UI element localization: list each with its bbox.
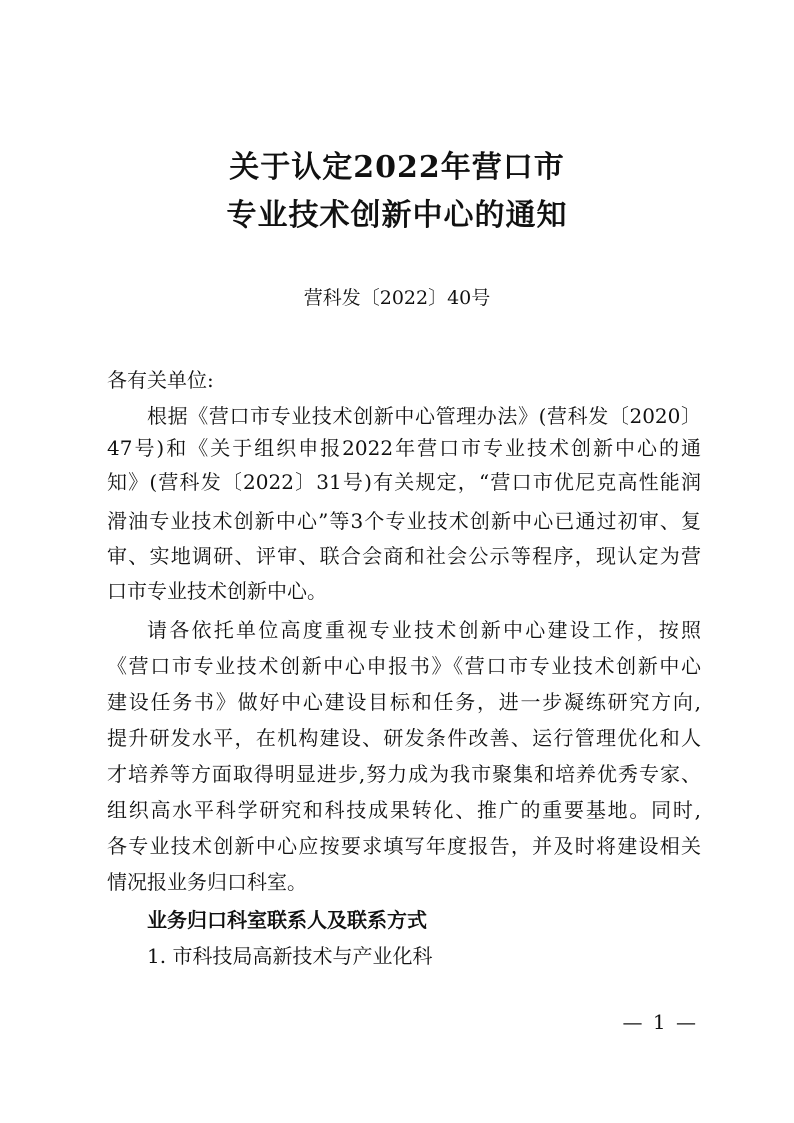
paragraph-1-line-2: 47号)和《关于组织申报2022年营口市专业技术创新中心的通	[107, 436, 701, 460]
paragraph-1-line-5: 审、实地调研、评审、联合会商和社会公示等程序，现认定为营	[107, 544, 701, 568]
paragraph-2-line-1: 请各依托单位高度重视专业技术创新中心建设工作，按照	[147, 618, 701, 642]
page-number: — 1 —	[622, 1010, 698, 1034]
paragraph-2-line-4: 提升研发水平，在机构建设、研发条件改善、运行管理优化和人	[107, 726, 701, 750]
title-line-1: 关于认定2022年营口市	[229, 150, 565, 185]
paragraph-2-line-6: 组织高水平科学研究和科技成果转化、推广的重要基地。同时,	[107, 798, 701, 822]
title-line-2: 专业技术创新中心的通知	[226, 198, 568, 233]
paragraph-2-line-8: 情况报业务归口科室。	[107, 870, 307, 894]
paragraph-1-line-4: 滑油专业技术创新中心”等3个专业技术创新中心已通过初审、复	[107, 509, 701, 533]
contact-heading: 业务归口科室联系人及联系方式	[147, 908, 427, 932]
paragraph-2-line-5: 才培养等方面取得明显进步,努力成为我市聚集和培养优秀专家、	[107, 762, 701, 786]
salutation: 各有关单位:	[107, 368, 214, 392]
paragraph-2-line-7: 各专业技术创新中心应按要求填写年度报告，并及时将建设相关	[107, 834, 701, 858]
paragraph-2-line-3: 建设任务书》做好中心建设目标和任务，进一步凝练研究方向,	[107, 690, 701, 714]
document-number: 营科发〔2022〕40号	[303, 287, 491, 309]
paragraph-1-line-3: 知》(营科发〔2022〕31号)有关规定，“营口市优尼克高性能润	[107, 470, 701, 494]
paragraph-1-line-1: 根据《营口市专业技术创新中心管理办法》(营科发〔2020〕	[147, 404, 701, 428]
paragraph-1-line-6: 口市专业技术创新中心。	[107, 579, 327, 603]
contact-item-1: 1. 市科技局高新技术与产业化科	[147, 944, 433, 968]
paragraph-2-line-2: 《营口市专业技术创新中心申报书》《营口市专业技术创新中心	[107, 654, 701, 678]
